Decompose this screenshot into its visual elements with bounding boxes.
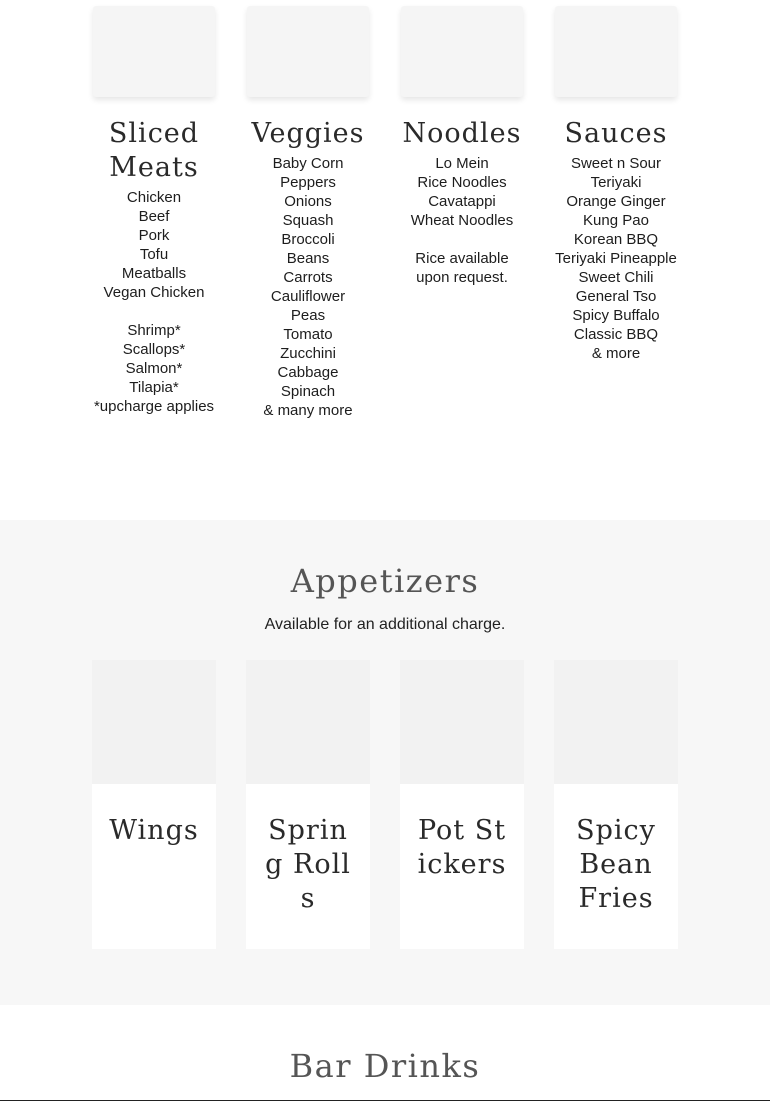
list-item [92,302,216,321]
list-item: Spicy Buffalo [572,307,660,324]
list-item: Kung Pao [583,212,649,229]
bar-drinks-heading: Bar Drinks [289,1047,481,1085]
list-item: Lo Mein [435,155,489,172]
ingredient-list [246,154,370,420]
column-title: Sliced Meats [108,118,200,183]
list-item: Chicken [126,189,182,206]
list-item: Rice Noodles [417,174,507,191]
list-item: Rice available [415,250,509,267]
list-item: Sweet n Sour [570,155,662,172]
list-item: Peas [290,307,326,324]
ingredient-list [400,154,524,287]
column-title: Noodles [402,118,522,149]
column-title: Sauces [564,118,668,149]
list-item: Carrots [283,269,333,286]
column-title: Veggies [251,118,365,149]
list-item: Squash [282,212,334,229]
list-item: Classic BBQ [573,326,659,343]
list-item [400,230,524,249]
appetizer-image [246,660,370,784]
list-item: Cavatappi [428,193,496,210]
appetizers-heading: Appetizers [290,562,480,600]
list-item: Teriyaki Pineapple [555,250,677,267]
list-item: Broccoli [281,231,335,248]
appetizer-card-wings[interactable] [92,660,216,949]
list-item: Cauliflower [270,288,346,305]
list-item: & more [591,345,641,362]
list-item: Tilapia* [129,379,179,396]
list-item: Onions [284,193,332,210]
list-item: Korean BBQ [573,231,659,248]
appetizers-subtitle: Available for an additional charge. [264,616,506,633]
list-item: Spinach [280,383,336,400]
appetizer-card-pot-stickers[interactable] [400,660,524,949]
list-item: General Tso [575,288,657,305]
list-item: Vegan Chicken [103,284,205,301]
column-sauces [554,0,678,363]
list-item: *upcharge applies [93,398,215,415]
column-sliced-meats [92,0,216,416]
appetizer-image [92,660,216,784]
appetizers-section [0,520,770,1005]
list-item: Pork [138,227,170,244]
appetizer-name: Spicy Bean Fries [576,815,656,914]
list-item: Wheat Noodles [410,212,514,229]
list-item: Teriyaki [590,174,642,191]
appetizer-card-spicy-bean-fries[interactable] [554,660,678,949]
list-item: Shrimp* [127,322,181,339]
list-item: Scallops* [122,341,186,358]
list-item: Orange Ginger [566,193,666,210]
column-noodles [400,0,524,287]
list-item: Zucchini [280,345,336,362]
column-veggies [246,0,370,420]
appetizer-name: Pot Stickers [417,815,507,880]
list-item: Beef [138,208,170,225]
veggies-image [247,6,369,97]
list-item: Tomato [283,326,333,343]
sliced-meats-image [93,6,215,97]
sauces-image [555,6,677,97]
list-item: Sweet Chili [578,269,654,286]
appetizer-name: Wings [109,815,199,846]
list-item: upon request. [416,269,508,286]
list-item: Beans [286,250,330,267]
list-item: Cabbage [277,364,339,381]
appetizer-card-spring-rolls[interactable] [246,660,370,949]
appetizer-image [554,660,678,784]
list-item: Tofu [139,246,169,263]
list-item: & many more [263,402,353,419]
ingredient-list [554,154,678,363]
list-item: Baby Corn [272,155,344,172]
noodles-image [401,6,523,97]
bowl-options-section [0,0,770,520]
bar-drinks-section [0,1005,770,1101]
ingredient-list [92,188,216,416]
appetizer-image [400,660,524,784]
list-item: Peppers [280,174,336,191]
appetizer-name: Spring Rolls [265,815,351,914]
list-item: Salmon* [125,360,183,377]
list-item: Meatballs [121,265,187,282]
